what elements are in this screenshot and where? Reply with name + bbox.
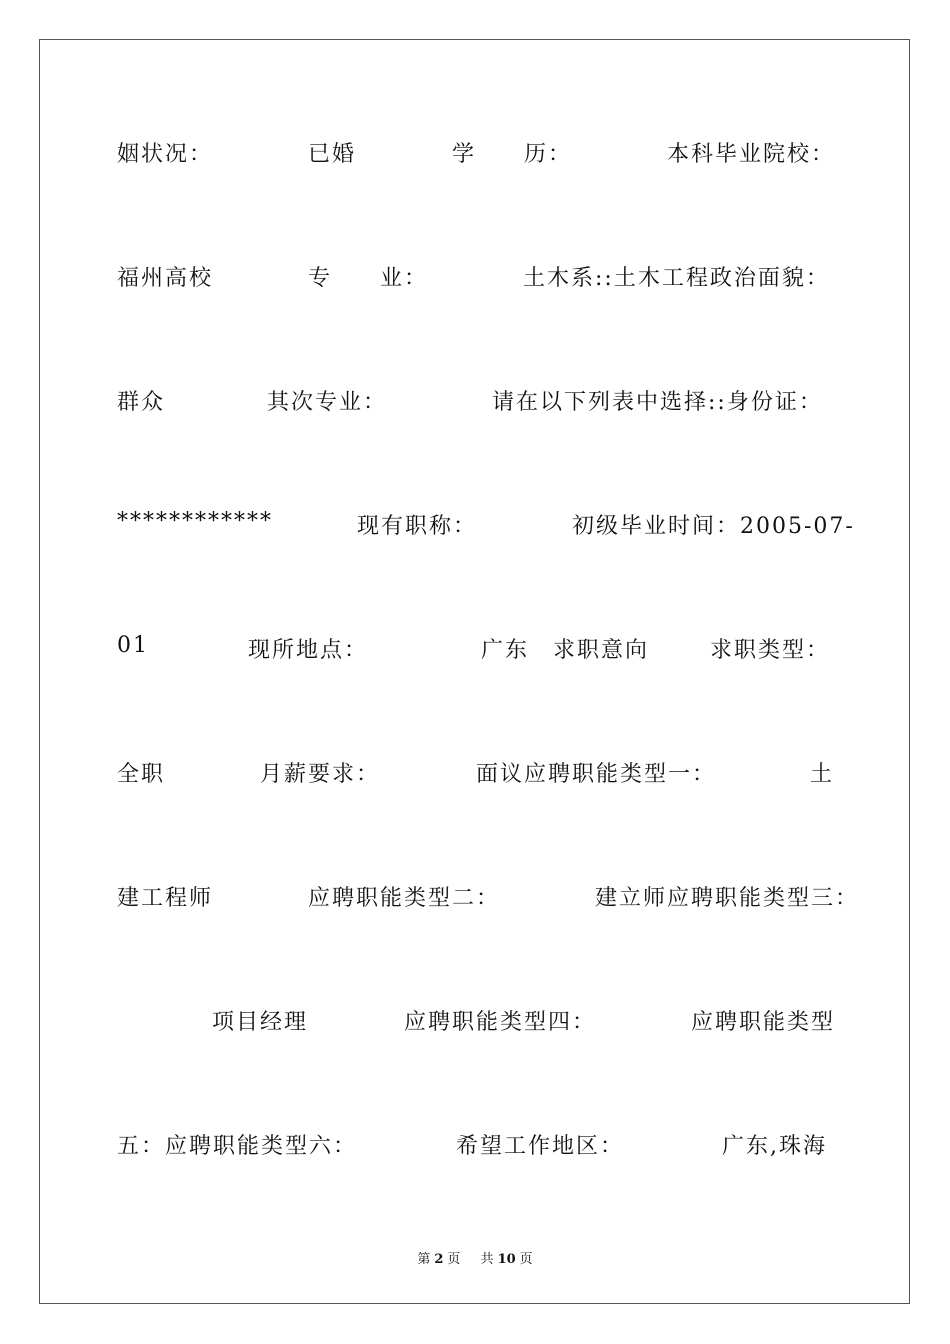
current-page: 2 [434,1252,444,1267]
text-segment: 现所地点： [248,638,369,663]
text-segment: 土木系::土木工程政治面貌： [523,266,830,291]
text-segment: 应聘职能类型二： [308,886,501,911]
text-line [0,385,950,419]
text-line [0,757,950,791]
page-total [477,1248,537,1267]
page-footer [0,1248,950,1267]
text-segment: 月薪要求： [260,762,381,787]
text-segment: 01 [117,633,149,658]
page-number [413,1248,464,1267]
text-segment: 建工程师 [117,886,214,911]
text-segment: 项目经理 [212,1010,309,1035]
text-segment: 初级毕业时间：2005-07- [572,514,855,539]
text-segment: 希望工作地区： [456,1134,625,1159]
text-segment: 姻状况： [117,142,214,167]
text-segment: 应聘职能类型四： [404,1010,597,1035]
text-segment: 广东 求职意向 [481,638,650,663]
text-segment: 求职类型： [710,638,831,663]
text-line [0,1129,950,1163]
text-segment: 请在以下列表中选择::身份证： [492,390,823,415]
total-prefix: 共 [480,1252,494,1267]
text-line [0,633,950,667]
text-segment: 学 历： [452,142,573,167]
total-pages: 10 [497,1252,516,1267]
text-segment: 本科毕业院校： [667,142,836,167]
text-segment: 群众 [117,390,166,415]
text-segment: 福州高校 [117,266,214,291]
text-line [0,137,950,171]
page-suffix: 页 [447,1252,461,1267]
text-line [0,261,950,295]
text-segment: 应聘职能类型 [691,1010,836,1035]
text-segment: 建立师应聘职能类型三： [595,886,860,911]
text-segment: 五：应聘职能类型六： [117,1134,358,1159]
page-border [39,39,910,1304]
page-prefix: 第 [417,1252,431,1267]
text-segment: 现有职称： [357,514,478,539]
text-segment: 土 [810,762,835,787]
text-segment: ************ [117,509,273,534]
total-suffix: 页 [519,1252,533,1267]
text-line [0,509,950,543]
text-segment: 全职 [117,762,166,787]
text-segment: 已婚 [308,142,357,167]
text-segment: 面议应聘职能类型一： [476,762,717,787]
text-segment: 广东,珠海 [722,1134,827,1159]
text-line [0,881,950,915]
text-segment: 专 业： [308,266,429,291]
text-line [0,1005,950,1039]
text-segment: 其次专业： [267,390,388,415]
